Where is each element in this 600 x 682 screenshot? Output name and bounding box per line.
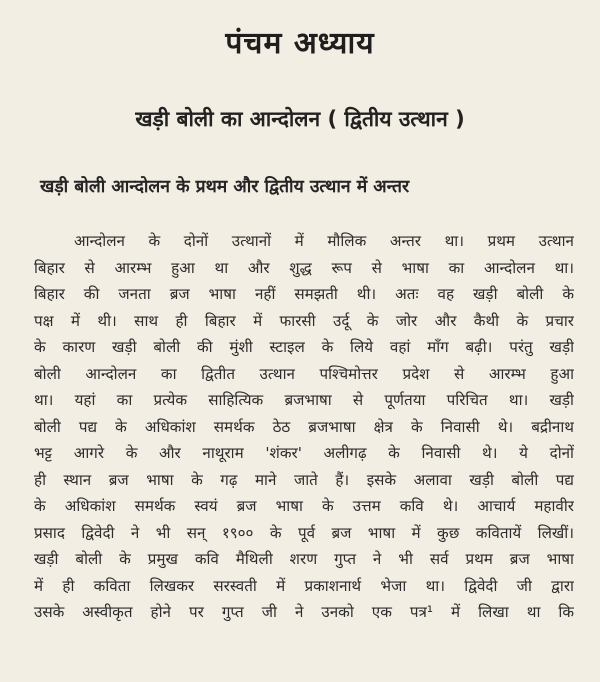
sub-heading: खड़ी बोली आन्दोलन के प्रथम और द्वितीय उत्थान में अन्तर	[40, 177, 410, 197]
paragraph-line: भट्ट आगरे के और नाथूराम 'शंकर' अलीगढ़ के निवासी थे। ये दोनों	[34, 444, 574, 462]
paragraph-line: बिहार की जनता ब्रज भाषा नहीं समझती थी। अतः वह खड़ी बोली के	[34, 285, 574, 303]
paragraph-line: के अधिकांश समर्थक स्वयं ब्रज भाषा के उत्तम कवि थे। आचार्य महावीर	[34, 497, 574, 515]
paragraph-line: बोली पद्य के अधिकांश समर्थक ठेठ ब्रजभाषा क्षेत्र के निवासी थे। बद्रीनाथ	[34, 417, 574, 436]
paragraph-line: खड़ी बोली के प्रमुख कवि मैथिली शरण गुप्त ने भी सर्व प्रथम ब्रज भाषा	[34, 550, 574, 568]
paragraph-line: बिहार से आरम्भ हुआ था और शुद्ध रूप से भाषा का आन्दोलन था।	[34, 258, 574, 277]
paragraph-line: में ही कविता लिखकर सरस्वती में प्रकाशनार्थ भेजा था। द्विवेदी जी द्वारा	[34, 576, 574, 595]
paragraph-line: के कारण खड़ी बोली की मुंशी स्टाइल के लिये वहां माँग बढ़ी। परंतु खड़ी	[34, 338, 574, 356]
paragraph-line: पक्ष में थी। साथ ही बिहार में फारसी उर्दू के जोर और कैथी के प्रचार	[34, 311, 574, 330]
paragraph-line: ही स्थान ब्रज भाषा के गढ़ माने जाते हैं। इसके अलावा खड़ी बोली पद्य	[34, 470, 574, 489]
paragraph-line: आन्दोलन के दोनों उत्थानों में मौलिक अन्तर था। प्रथम उत्थान	[74, 232, 574, 250]
paragraph-line: प्रसाद द्विवेदी ने भी सन् १९०० के पूर्व ब्रज भाषा में कुछ कवितायें लिखीं।	[34, 523, 574, 542]
section-title: खड़ी बोली का आन्दोलन ( द्वितीय उत्थान )	[135, 107, 465, 131]
body-paragraph	[34, 228, 574, 626]
paragraph-line: बोली आन्दोलन का द्वितीत उत्थान पश्चिमोत्तर प्रदेश से आरम्भ हुआ	[34, 364, 574, 383]
paragraph-line: था। यहां का प्रत्येक साहित्यिक ब्रजभाषा से पूर्णतया परिचित था। खड़ी	[34, 391, 574, 409]
paragraph-line: उसके अस्वीकृत होने पर गुप्त जी ने उनको एक पत्र¹ में लिखा था कि	[34, 603, 574, 621]
chapter-title: पंचम अध्याय	[225, 26, 375, 61]
